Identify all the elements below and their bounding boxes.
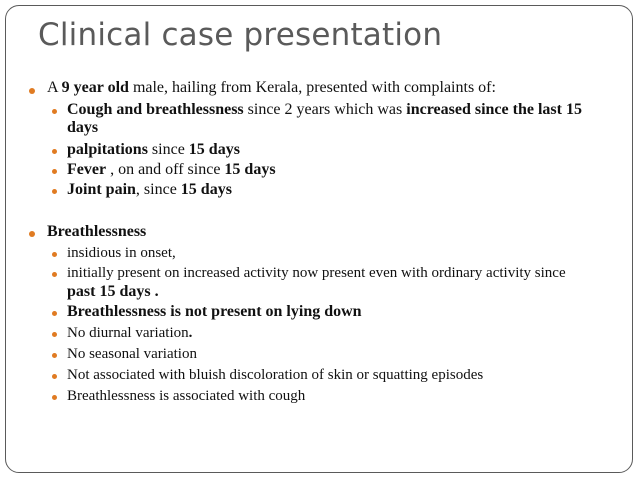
detail-activity-cont xyxy=(67,283,159,301)
intro-line xyxy=(47,79,496,97)
detail-lying-down-text: Breathlessness is not present on lying down xyxy=(67,303,362,320)
detail-diurnal-text: No diurnal variation xyxy=(67,325,189,341)
sub-bullet-icon xyxy=(52,189,57,194)
sub-bullet-icon xyxy=(52,149,57,154)
sub-bullet-icon xyxy=(52,252,57,257)
sub-bullet-icon xyxy=(52,272,57,277)
complaint-joint-pain-title: Joint pain xyxy=(67,181,136,198)
complaint-fever-title: Fever xyxy=(67,161,107,178)
section-heading-breathlessness xyxy=(47,223,146,241)
intro-age: 9 year old xyxy=(61,79,129,96)
complaint-palpitations-days: 15 days xyxy=(188,141,240,158)
sub-bullet-icon xyxy=(52,395,57,400)
complaint-cough-title: Cough and breathlessness xyxy=(67,101,244,118)
sub-bullet-icon xyxy=(52,311,57,316)
complaint-fever-since: , on and off since xyxy=(106,161,225,178)
bullet-icon xyxy=(29,88,35,94)
complaint-joint-pain xyxy=(67,181,232,199)
bullet-icon xyxy=(29,231,35,237)
detail-diurnal xyxy=(67,324,192,342)
complaint-fever-days: 15 days xyxy=(224,161,276,178)
sub-bullet-icon xyxy=(52,353,57,358)
detail-onset-text: insidious in onset, xyxy=(67,245,176,261)
detail-activity-duration: past 15 days . xyxy=(67,283,159,300)
detail-cough-text: Breathlessness is associated with cough xyxy=(67,388,306,404)
detail-activity xyxy=(67,264,566,282)
complaint-cough-days: days xyxy=(67,119,99,136)
complaint-palpitations-since: since xyxy=(147,141,189,158)
complaint-palpitations-title: palpitations xyxy=(67,141,148,158)
detail-cough xyxy=(67,387,305,405)
complaint-fever xyxy=(67,161,276,179)
intro-text-a: A xyxy=(47,79,62,96)
detail-activity-text: initially present on increased activity now present even with ordinary activity since xyxy=(67,265,566,281)
detail-lying-down xyxy=(67,303,362,321)
complaint-joint-pain-days: 15 days xyxy=(180,181,232,198)
complaint-palpitations xyxy=(67,141,240,159)
sub-bullet-icon xyxy=(52,374,57,379)
intro-text-c: male, hailing from Kerala, presented with complaints of: xyxy=(128,79,496,96)
complaint-joint-pain-since: , since xyxy=(135,181,181,198)
complaint-cough-increase: increased since the last 15 xyxy=(406,101,582,118)
detail-seasonal xyxy=(67,345,197,363)
complaint-cough-cont xyxy=(67,119,98,137)
sub-bullet-icon xyxy=(52,169,57,174)
breathlessness-heading: Breathlessness xyxy=(47,223,147,240)
complaint-cough xyxy=(67,101,582,119)
detail-discoloration-text: Not associated with bluish discoloration of skin or squatting episodes xyxy=(67,367,484,383)
sub-bullet-icon xyxy=(52,332,57,337)
slide-title: Clinical case presentation xyxy=(38,17,443,53)
detail-diurnal-period: . xyxy=(188,325,193,341)
complaint-cough-duration: since 2 years which was xyxy=(243,101,407,118)
detail-onset xyxy=(67,244,176,262)
detail-seasonal-text: No seasonal variation xyxy=(67,346,197,362)
detail-discoloration xyxy=(67,366,483,384)
sub-bullet-icon xyxy=(52,109,57,114)
